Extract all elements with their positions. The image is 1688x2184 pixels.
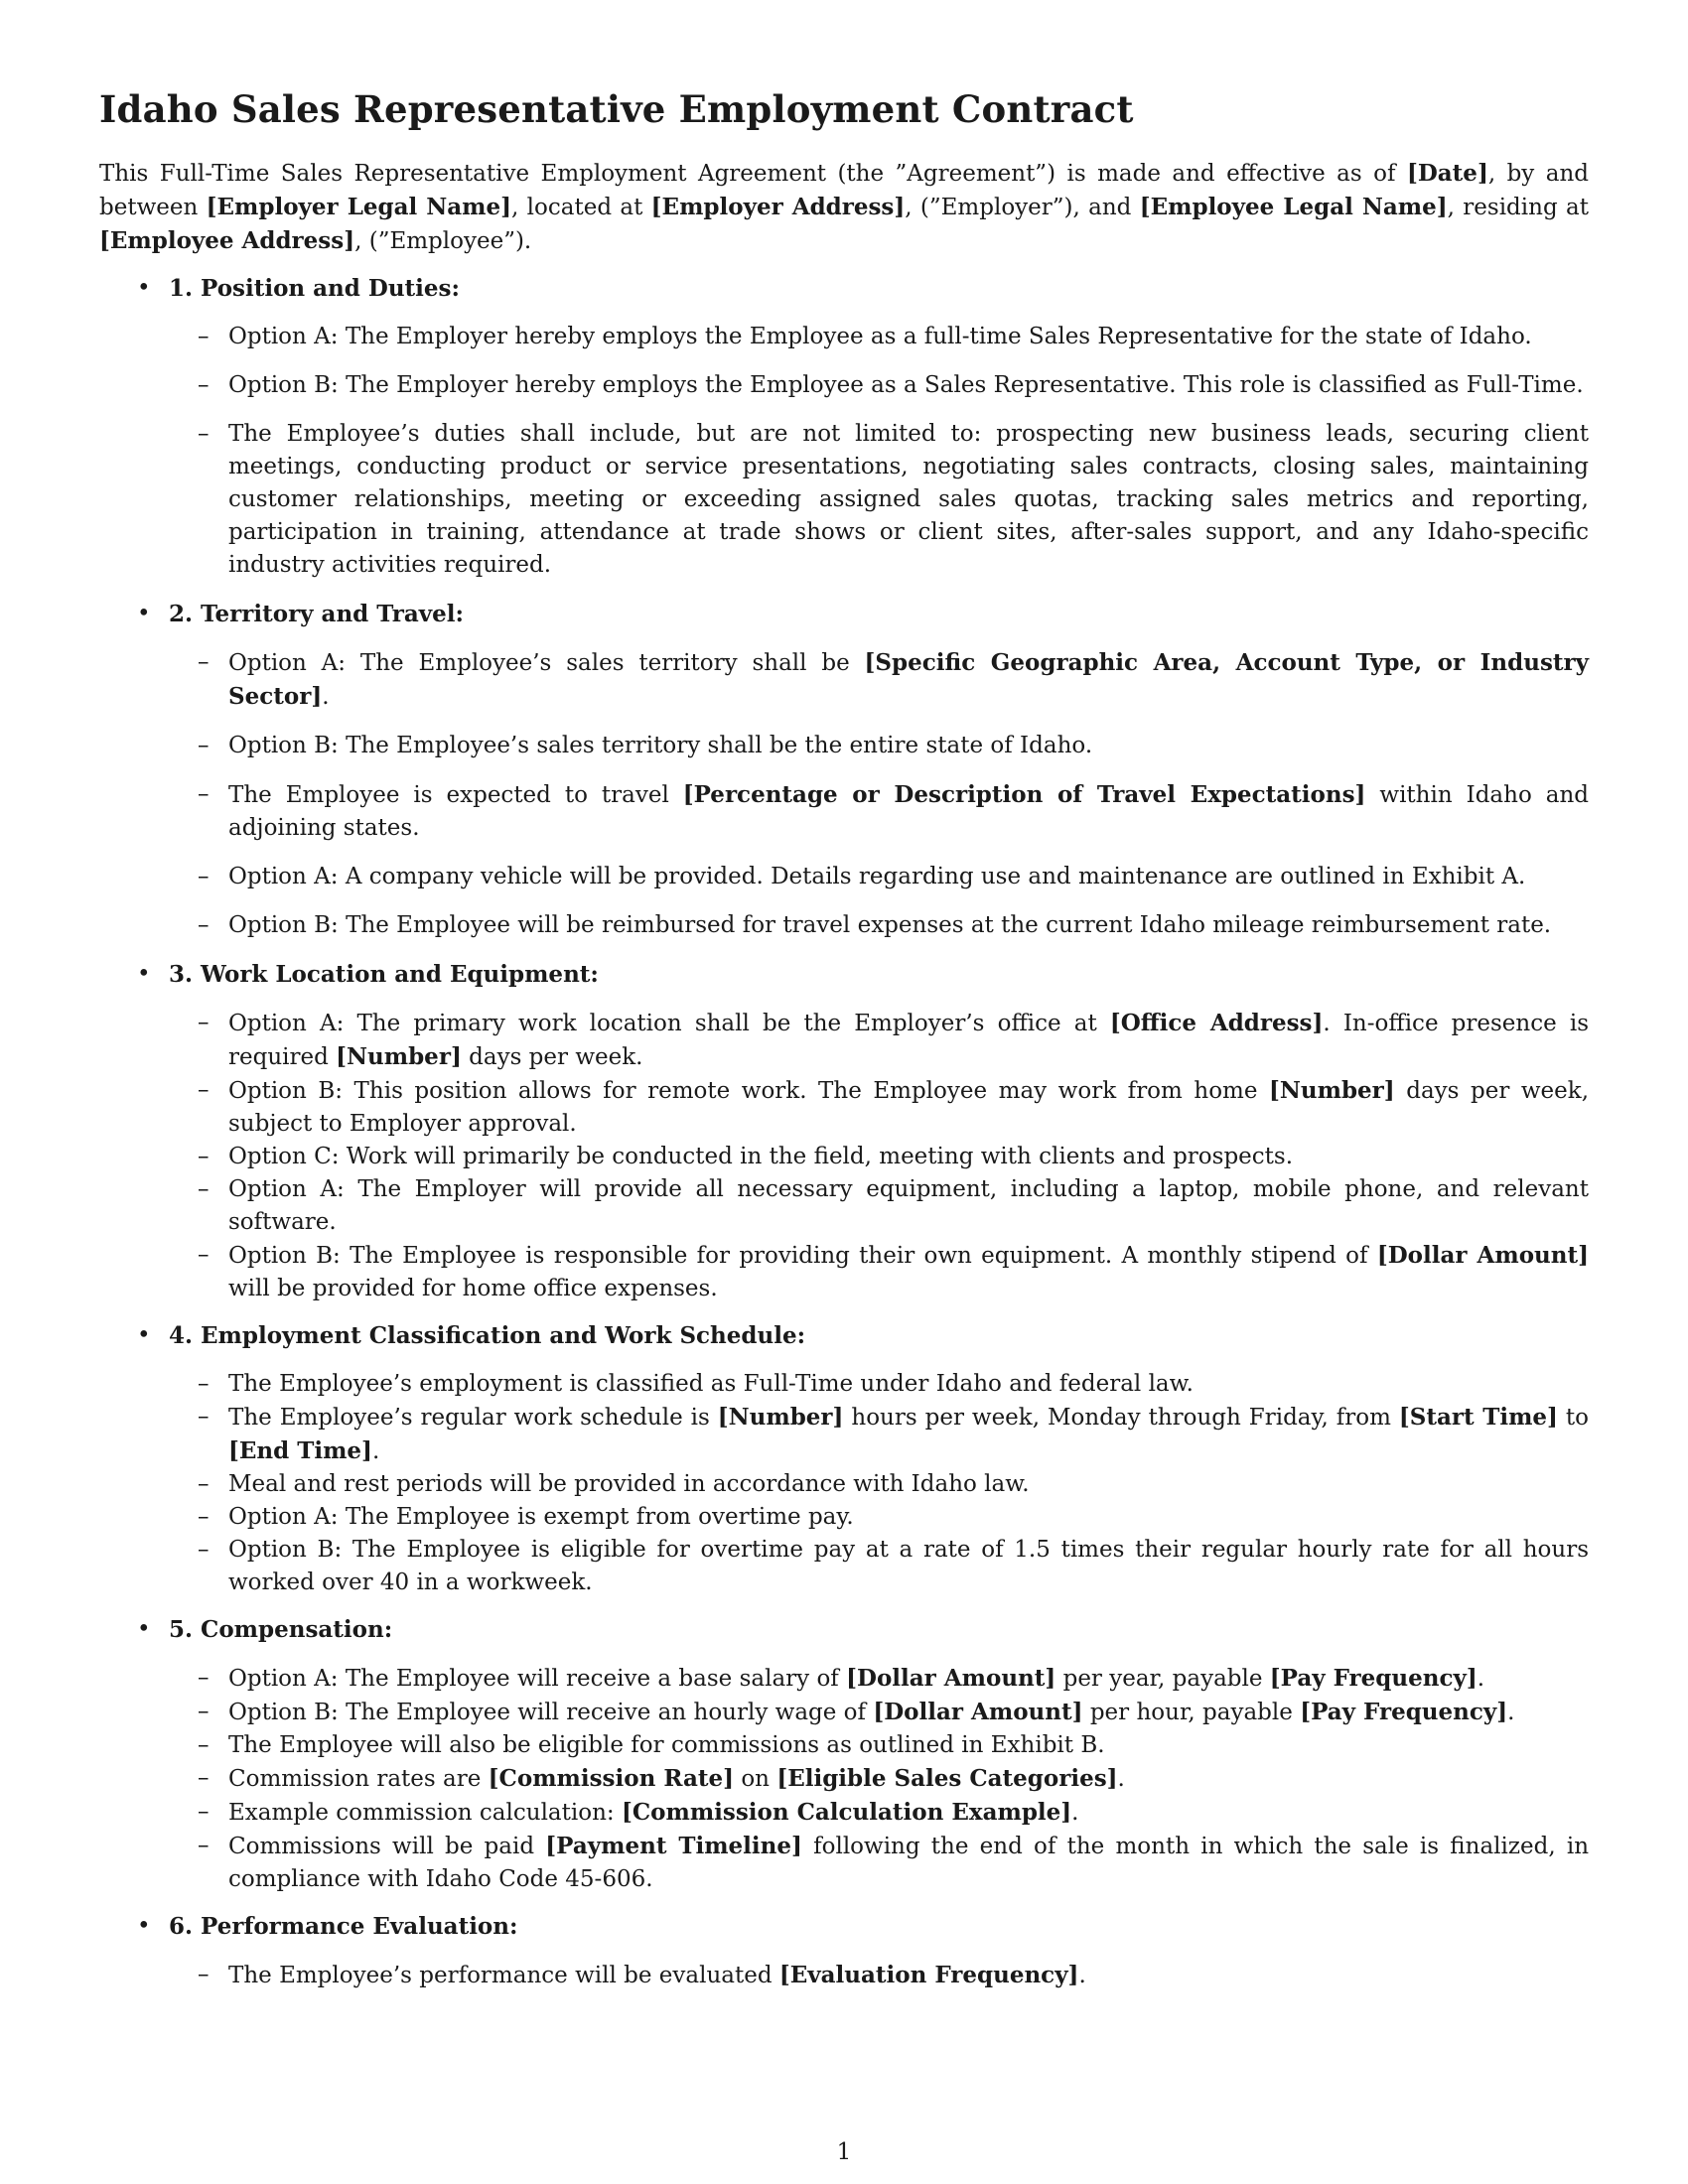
bullet-icon: •: [137, 1913, 151, 1939]
text-run: Option A: The Employee is exempt from overtime pay.: [228, 1504, 854, 1530]
placeholder-field: [Dollar Amount]: [1376, 1242, 1589, 1269]
section-subitems: [169, 646, 1589, 942]
list-item: [169, 730, 1589, 762]
list-item: [169, 1368, 1589, 1401]
placeholder-field: [Employee Legal Name]: [1139, 194, 1448, 220]
text-run: The Employee’s duties shall include, but are not limited to: prospecting new business leads, securing client meetings, conducting product or service presentations, negotiating sales contracts, closing sales, maintaining customer relationships, meeting or exceeding assigned sales quotas, tracking sales metrics and reporting, participation in training, attendance at trade shows or client sites, after-sales support, and any Idaho-specific industry activities required.: [228, 421, 1589, 578]
placeholder-field: [Number]: [1269, 1077, 1395, 1104]
document-title: Idaho Sales Representative Employment Contract: [99, 87, 1134, 131]
section-item: [99, 272, 1589, 582]
dash-icon: –: [198, 324, 210, 349]
list-item: [169, 1959, 1589, 1992]
placeholder-field: [Pay Frequency]: [1269, 1665, 1477, 1692]
text-run: Option B: The Employee will be reimbursed for travel expenses at the current Idaho mileage reimbursement rate.: [228, 912, 1552, 938]
list-item: [169, 1534, 1589, 1599]
text-run: per year, payable: [1055, 1666, 1270, 1692]
text-run: Commission rates are: [228, 1766, 489, 1792]
text-run: .: [1071, 1800, 1079, 1826]
bullet-icon: •: [137, 601, 151, 626]
section-title: 5. Compensation:: [169, 1616, 393, 1643]
section-subitems: [169, 1368, 1589, 1599]
dash-icon: –: [198, 421, 210, 447]
dash-icon: –: [198, 1371, 210, 1397]
dash-icon: –: [198, 1471, 210, 1497]
list-item: [169, 1696, 1589, 1729]
list-item: [169, 1239, 1589, 1305]
dash-icon: –: [198, 372, 210, 398]
list-item: [169, 1762, 1589, 1796]
text-run: days per week.: [461, 1044, 643, 1070]
text-run: .: [1507, 1700, 1515, 1725]
placeholder-field: [Dollar Amount]: [846, 1665, 1056, 1692]
text-run: , (”Employer”), and: [905, 195, 1140, 220]
placeholder-field: [Commission Calculation Example]: [621, 1799, 1072, 1826]
text-run: The Employee’s regular work schedule is: [228, 1405, 718, 1431]
bullet-icon: •: [137, 1322, 151, 1348]
text-run: Option B: The Employee is eligible for overtime pay at a rate of 1.5 times their regular hourly rate for all hours worked over 40 in a workweek.: [228, 1537, 1589, 1595]
intro-paragraph: [99, 157, 1589, 258]
text-run: Option A: The Employee’s sales territory shall be: [228, 650, 865, 676]
document-page: [99, 87, 1589, 1992]
section-title: 1. Position and Duties:: [169, 275, 460, 302]
text-run: This Full-Time Sales Representative Employment Agreement (the ”Agreement”) is made and effective as of: [99, 161, 1407, 187]
text-run: Commissions will be paid: [228, 1834, 546, 1859]
section-item: [99, 1910, 1589, 1992]
list-item: [169, 1401, 1589, 1468]
list-item: [169, 1173, 1589, 1239]
list-item: [169, 1830, 1589, 1896]
text-run: Option B: The Employer hereby employs the Employee as a Sales Representative. This role is classified as Full-Time.: [228, 372, 1584, 398]
text-run: The Employee’s employment is classified as Full-Time under Idaho and federal law.: [228, 1371, 1194, 1397]
text-run: The Employee’s performance will be evaluated: [228, 1963, 779, 1988]
text-run: . In-office presence is required: [228, 1011, 1590, 1070]
section-item: [99, 958, 1589, 1305]
dash-icon: –: [198, 1077, 210, 1103]
placeholder-field: [Number]: [336, 1043, 462, 1070]
section-subitems: [169, 1662, 1589, 1896]
placeholder-field: [Commission Rate]: [488, 1765, 735, 1792]
list-item: [169, 321, 1589, 353]
placeholder-field: [Office Address]: [1109, 1010, 1324, 1036]
section-list: [99, 272, 1589, 1992]
section-subitems: [169, 1959, 1589, 1992]
dash-icon: –: [198, 781, 210, 807]
placeholder-field: [Specific Geographic Area, Account Type, or Industry Sector]: [228, 649, 1589, 710]
text-run: within Idaho and adjoining states.: [228, 782, 1589, 841]
section-title: 3. Work Location and Equipment:: [169, 961, 599, 988]
dash-icon: –: [198, 1404, 210, 1430]
bullet-icon: •: [137, 961, 151, 987]
dash-icon: –: [198, 864, 210, 889]
text-run: days per week, subject to Employer approval.: [228, 1078, 1590, 1137]
placeholder-field: [Pay Frequency]: [1300, 1699, 1508, 1725]
dash-icon: –: [198, 1962, 210, 1987]
list-item: [169, 646, 1589, 714]
text-run: , located at: [511, 195, 651, 220]
placeholder-field: [Employee Address]: [99, 227, 355, 254]
list-item: [169, 1007, 1589, 1074]
dash-icon: –: [198, 649, 210, 675]
list-item: [169, 1468, 1589, 1501]
dash-icon: –: [198, 1833, 210, 1858]
list-item: [169, 1141, 1589, 1173]
list-item: [169, 1074, 1589, 1141]
section-title: 6. Performance Evaluation:: [169, 1913, 518, 1940]
placeholder-field: [Employer Legal Name]: [206, 194, 512, 220]
text-run: The Employee is expected to travel: [228, 782, 683, 808]
dash-icon: –: [198, 1799, 210, 1825]
section-subitems: [169, 1007, 1589, 1305]
text-run: Option B: The Employee’s sales territory shall be the entire state of Idaho.: [228, 733, 1093, 758]
dash-icon: –: [198, 1732, 210, 1758]
placeholder-field: [Date]: [1406, 160, 1488, 187]
text-run: Option B: This position allows for remote work. The Employee may work from home: [228, 1078, 1269, 1104]
dash-icon: –: [198, 1699, 210, 1724]
dash-icon: –: [198, 1765, 210, 1791]
bullet-icon: •: [137, 275, 151, 301]
text-run: to: [1557, 1405, 1589, 1431]
text-run: , residing at: [1447, 195, 1589, 220]
text-run: Option A: A company vehicle will be provided. Details regarding use and maintenance are outlined in Exhibit A.: [228, 864, 1526, 889]
text-run: Meal and rest periods will be provided in accordance with Idaho law.: [228, 1471, 1030, 1497]
text-run: Option B: The Employee is responsible for providing their own equipment. A monthly stipend of: [228, 1243, 1377, 1269]
placeholder-field: [Start Time]: [1398, 1404, 1558, 1431]
dash-icon: –: [198, 1504, 210, 1530]
text-run: , by and between: [99, 161, 1589, 220]
text-run: Option C: Work will primarily be conducted in the field, meeting with clients and prospects.: [228, 1144, 1294, 1169]
list-item: [169, 861, 1589, 893]
dash-icon: –: [198, 1176, 210, 1202]
text-run: .: [371, 1438, 380, 1464]
text-run: Option B: The Employee will receive an hourly wage of: [228, 1700, 874, 1725]
placeholder-field: [Number]: [717, 1404, 844, 1431]
dash-icon: –: [198, 1537, 210, 1563]
list-item: [169, 369, 1589, 402]
text-run: The Employee will also be eligible for commissions as outlined in Exhibit B.: [228, 1732, 1105, 1758]
list-item: [169, 1501, 1589, 1534]
placeholder-field: [Percentage or Description of Travel Expectations]: [682, 781, 1366, 808]
dash-icon: –: [198, 1010, 210, 1035]
text-run: following the end of the month in which the sale is finalized, in compliance with Idaho Code 45-606.: [228, 1834, 1590, 1892]
dash-icon: –: [198, 1144, 210, 1169]
placeholder-field: [Evaluation Frequency]: [778, 1962, 1079, 1988]
list-item: [169, 1729, 1589, 1762]
page-number: 1: [836, 2139, 852, 2165]
section-title: 2. Territory and Travel:: [169, 601, 464, 627]
list-item: [169, 909, 1589, 942]
section-item: [99, 1613, 1589, 1896]
list-item: [169, 778, 1589, 845]
dash-icon: –: [198, 733, 210, 758]
text-run: Option A: The Employer hereby employs the Employee as a full-time Sales Representative for the state of Idaho.: [228, 324, 1532, 349]
text-run: .: [1078, 1963, 1086, 1988]
dash-icon: –: [198, 912, 210, 938]
text-run: .: [1477, 1666, 1485, 1692]
dash-icon: –: [198, 1242, 210, 1268]
list-item: [169, 418, 1589, 582]
placeholder-field: [Eligible Sales Categories]: [776, 1765, 1118, 1792]
placeholder-field: [Dollar Amount]: [873, 1699, 1083, 1725]
text-run: Option A: The Employee will receive a base salary of: [228, 1666, 847, 1692]
section-item: [99, 1319, 1589, 1599]
dash-icon: –: [198, 1665, 210, 1691]
text-run: per hour, payable: [1082, 1700, 1301, 1725]
placeholder-field: [End Time]: [228, 1437, 372, 1464]
text-run: .: [322, 684, 330, 710]
text-run: Option A: The primary work location shall be the Employer’s office at: [228, 1011, 1110, 1036]
text-run: on: [734, 1766, 777, 1792]
list-item: [169, 1796, 1589, 1830]
text-run: hours per week, Monday through Friday, from: [843, 1405, 1399, 1431]
placeholder-field: [Employer Address]: [650, 194, 906, 220]
section-subitems: [169, 321, 1589, 582]
text-run: Example commission calculation:: [228, 1800, 622, 1826]
text-run: will be provided for home office expenses.: [228, 1276, 718, 1301]
text-run: , (”Employee”).: [354, 228, 532, 254]
section-item: [99, 598, 1589, 942]
bullet-icon: •: [137, 1616, 151, 1642]
placeholder-field: [Payment Timeline]: [545, 1833, 802, 1859]
text-run: Option A: The Employer will provide all necessary equipment, including a laptop, mobile phone, and relevant software.: [228, 1176, 1589, 1235]
list-item: [169, 1662, 1589, 1696]
section-title: 4. Employment Classification and Work Schedule:: [169, 1322, 806, 1349]
text-run: .: [1117, 1766, 1125, 1792]
